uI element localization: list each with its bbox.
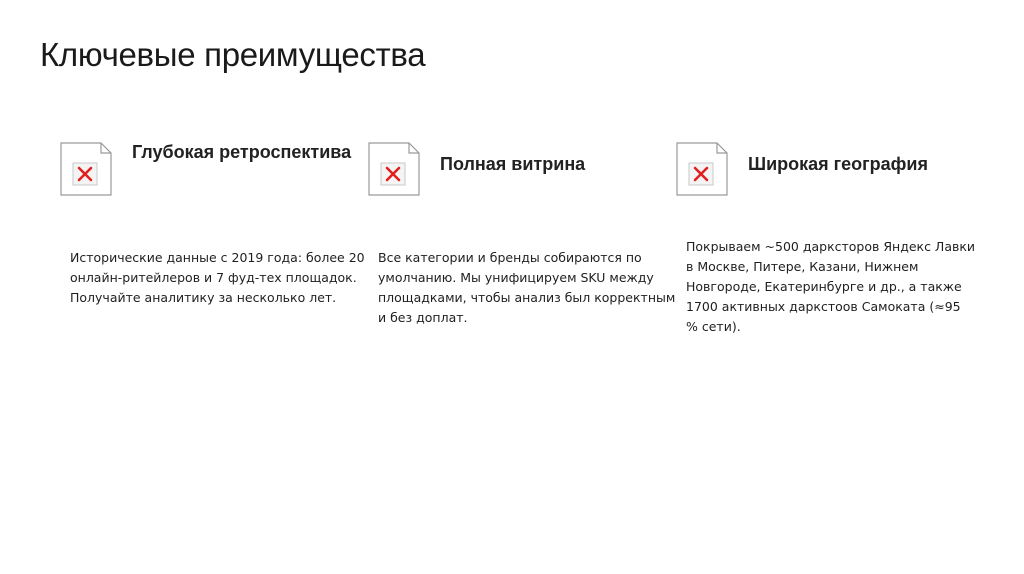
feature-description: Исторические данные с 2019 года: более 20 онлайн-ритейлеров и 7 фуд-тех площадок. Получайте аналитику за несколько лет. bbox=[70, 250, 365, 305]
feature-description: Все категории и бренды собираются по умолчанию. Мы унифицируем SKU между площадками, чтобы анализ был корректным и без доплат. bbox=[378, 250, 676, 325]
feature-description: Покрываем ~500 даркстoров Яндекс Лавки в Москве, Питере, Казани, Нижнем Новгороде, Екатеринбурге и др., а также 1700 активных даркстоов Самоката (≈95 % сети). bbox=[686, 239, 976, 334]
broken-image-icon bbox=[676, 142, 728, 196]
broken-image-icon bbox=[60, 142, 112, 196]
slide-title: Ключевые преимущества bbox=[40, 36, 426, 73]
feature-heading: Полная витрина bbox=[440, 154, 586, 174]
feature-heading: Глубокая ретроспектива bbox=[132, 142, 352, 162]
feature-heading: Широкая география bbox=[748, 154, 928, 174]
broken-image-icon bbox=[368, 142, 420, 196]
